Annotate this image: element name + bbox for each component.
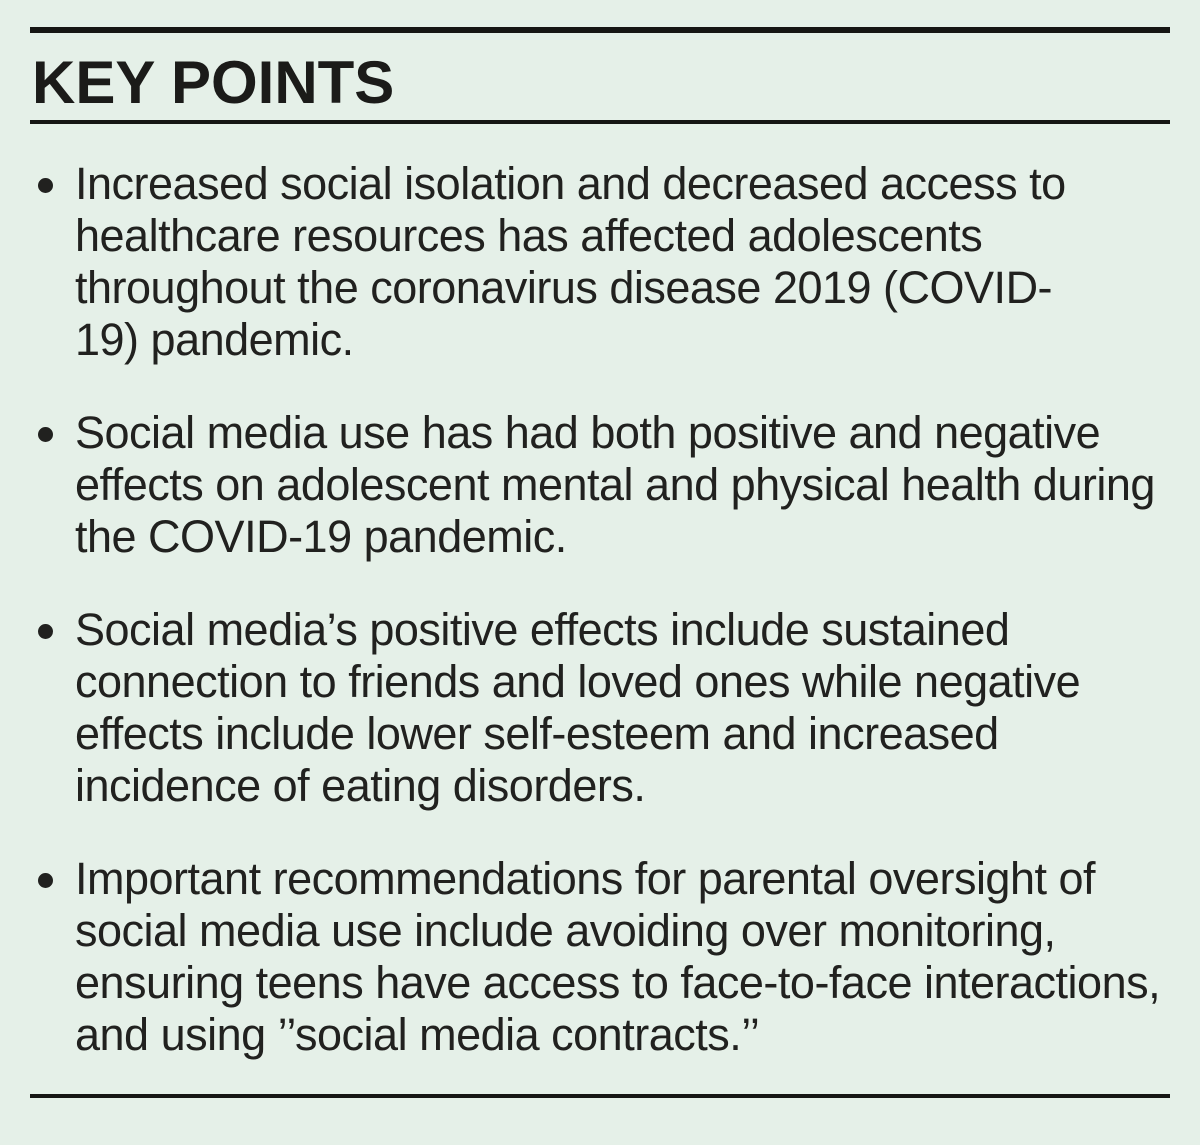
key-point-line: Important recommendations for parental oversight of (75, 853, 1096, 904)
key-point-line: effects include lower self-esteem and increased (75, 708, 999, 759)
key-point-line: healthcare resources has affected adolescents (75, 210, 983, 261)
key-point-text (75, 604, 1170, 812)
key-point-line: Social media’s positive effects include sustained (75, 604, 1010, 655)
key-point-line: the COVID-19 pandemic. (75, 511, 567, 562)
key-point-line: ensuring teens have access to face-to-face interactions, (75, 957, 1161, 1008)
key-point-text (75, 158, 1170, 366)
key-point-line: throughout the coronavirus disease 2019 (COVID- (75, 262, 1053, 313)
panel-title: KEY POINTS (32, 49, 395, 116)
key-point-line: and using ’’social media contracts.’’ (75, 1009, 760, 1060)
key-point-line: connection to friends and loved ones while negative (75, 656, 1081, 707)
key-point-text (75, 407, 1170, 563)
key-point-line: effects on adolescent mental and physical health during (75, 459, 1155, 510)
title-divider-rule (30, 120, 1170, 124)
key-point-line: Social media use has had both positive and negative (75, 407, 1101, 458)
key-point-line: social media use include avoiding over monitoring, (75, 905, 1056, 956)
bullet-dot-icon (38, 873, 53, 888)
key-point-item (30, 407, 1170, 563)
bottom-rule (30, 1094, 1170, 1098)
key-point-item (30, 853, 1170, 1061)
key-point-line: 19) pandemic. (75, 314, 354, 365)
key-point-text (75, 853, 1170, 1061)
top-rule (30, 27, 1170, 33)
key-point-item (30, 158, 1170, 366)
key-points-list (30, 158, 1170, 1102)
bullet-dot-icon (38, 178, 53, 193)
key-point-line: Increased social isolation and decreased access to (75, 158, 1066, 209)
key-point-line: incidence of eating disorders. (75, 760, 646, 811)
bullet-dot-icon (38, 427, 53, 442)
key-point-item (30, 604, 1170, 812)
bullet-dot-icon (38, 624, 53, 639)
